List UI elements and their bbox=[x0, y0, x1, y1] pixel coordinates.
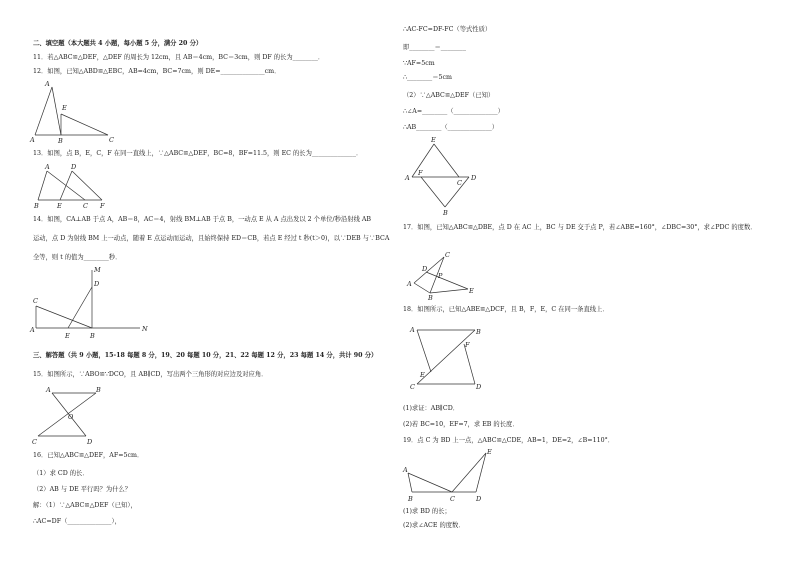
label-B: B bbox=[34, 202, 39, 210]
question-18-part1: (1)求证：AB∥CD． bbox=[403, 405, 460, 412]
label-E: E bbox=[469, 287, 474, 295]
label-A: A bbox=[45, 163, 50, 171]
label-A: A bbox=[30, 136, 35, 144]
right-line-3: ∵AF=5cm bbox=[403, 60, 435, 67]
question-14-line2: 运动，点 D 为射线 BM 上一动点，随着 E 点运动而运动，且始终保持 ED＝CB，若点 E 经过 t 秒(t＞0)，以∵DEB 与∵BCA bbox=[33, 235, 390, 242]
label-B: B bbox=[428, 294, 433, 302]
question-11: 11．若△ABC≌△DEF，△DEF 的周长为 12cm，且 AB＝4cm，BC＝3cm，则 DF 的长为________． bbox=[33, 54, 325, 61]
label-D: D bbox=[422, 265, 428, 273]
question-14-line1: 14．如图，CA⊥AB 于点 A，AB＝8，AC＝4，射线 BM⊥AB 于点 B，一动点 E 从 A 点出发以 2 个单位/秒沿射线 AB bbox=[33, 216, 372, 223]
label-B: B bbox=[443, 209, 448, 217]
label-D: D bbox=[476, 495, 482, 503]
figure-q19 bbox=[400, 445, 500, 510]
label-B: B bbox=[476, 328, 481, 336]
figure-q13 bbox=[30, 160, 120, 210]
right-line-1: ∴AC-FC=DF-FC（等式性质） bbox=[403, 26, 492, 33]
label-C: C bbox=[410, 383, 415, 391]
figure-q16 bbox=[402, 135, 492, 220]
label-A: A bbox=[410, 326, 415, 334]
question-16-part2: （2）AB 与 DE 平行吗？为什么？ bbox=[33, 486, 132, 493]
label-C: C bbox=[457, 179, 462, 187]
label-F: F bbox=[465, 341, 470, 349]
label-C: C bbox=[83, 202, 88, 210]
figure-q12 bbox=[30, 78, 120, 148]
label-A-top: A bbox=[45, 80, 50, 88]
question-16-solution-2: ∴AC=DF（______________）， bbox=[33, 518, 121, 525]
section-3-title: 三、解答题（共 9 小题，15-18 每题 8 分，19、20 每题 10 分，21、22 每题 12 分，23 每题 14 分，共计 90 分） bbox=[33, 352, 378, 359]
label-C: C bbox=[33, 297, 38, 305]
label-E: E bbox=[420, 371, 425, 379]
label-A: A bbox=[403, 466, 408, 474]
question-17: 17．如图，已知△ABC≌△DBE，点 D 在 AC 上，BC 与 DE 交于点 P，若∠ABE=160°，∠DBC=30°，求∠PDC 的度数． bbox=[403, 224, 757, 231]
label-A: A bbox=[407, 280, 412, 288]
right-line-6: ∴∠A=________（______________） bbox=[403, 108, 504, 115]
label-O: O bbox=[68, 413, 74, 421]
question-14-line3: 全等，则 t 的值为________秒． bbox=[33, 254, 122, 261]
question-16-solution-1: 解：（1）∵△ABC≌△DEF（已知）， bbox=[33, 502, 137, 509]
question-15: 15．如图所示，∵ABO≌∵DCO，且 AB∥CD，写出两个三角形的对应边及对应角． bbox=[33, 371, 268, 378]
label-D: D bbox=[71, 163, 77, 171]
right-line-4: ∴________＝5cm bbox=[403, 74, 452, 81]
label-E: E bbox=[431, 136, 436, 144]
right-line-7: ∴AB________（______________） bbox=[403, 124, 499, 131]
label-F: F bbox=[418, 169, 423, 177]
figure-q18 bbox=[402, 320, 492, 395]
label-E: E bbox=[65, 332, 70, 340]
label-E: E bbox=[57, 202, 62, 210]
label-P: P bbox=[438, 272, 443, 280]
label-A: A bbox=[30, 326, 35, 334]
right-line-2: 即________＝________ bbox=[403, 44, 466, 51]
label-N: N bbox=[142, 325, 148, 333]
label-A: A bbox=[46, 386, 51, 394]
label-E: E bbox=[62, 104, 67, 112]
question-19-part2: (2)求∠ACE 的度数． bbox=[403, 522, 465, 529]
label-C: C bbox=[32, 438, 37, 446]
question-18-part2: (2)若 BC=10，EF=7，求 EB 的长度． bbox=[403, 421, 519, 428]
label-B: B bbox=[58, 137, 63, 145]
label-C: C bbox=[450, 495, 455, 503]
figure-q14 bbox=[30, 264, 160, 344]
label-M: M bbox=[94, 266, 101, 274]
question-19: 19．点 C 为 BD 上一点，△ABC≌△CDE，AB=1，DE=2，∠B=110°． bbox=[403, 437, 615, 444]
question-13: 13．如图，点 B，E，C，F 在同一直线上，∵△ABC≌△DEF，BC=8，BF=11.5，则 EC 的长为______________． bbox=[33, 150, 363, 157]
label-C: C bbox=[445, 251, 450, 259]
question-19-part1: (1)求 BD 的长； bbox=[403, 508, 451, 515]
question-12: 12．如图，已知△ABD≌△EBC，AB=4cm，BC=7cm，则 DE=______________cm． bbox=[33, 68, 281, 75]
label-B: B bbox=[90, 332, 95, 340]
label-D: D bbox=[476, 383, 482, 391]
question-16: 16．已知△ABC≌△DEF，AF=5cm． bbox=[33, 452, 144, 459]
section-2-title: 二、填空题（本大题共 4 小题，每小题 5 分，满分 20 分） bbox=[33, 40, 203, 47]
label-B: B bbox=[96, 386, 101, 394]
label-B: B bbox=[408, 495, 413, 503]
question-18: 18．如图所示，已知△ABE≌△DCF，且 B，F，E，C 在同一条直线上． bbox=[403, 306, 609, 313]
figure-q17 bbox=[402, 248, 482, 300]
label-D: D bbox=[94, 280, 100, 288]
label-D: D bbox=[471, 174, 477, 182]
label-A: A bbox=[405, 174, 410, 182]
label-E: E bbox=[487, 448, 492, 456]
label-C: C bbox=[109, 136, 114, 144]
figure-q15 bbox=[30, 382, 110, 452]
label-F: F bbox=[100, 202, 105, 210]
right-line-5: （2）∵△ABC≌△DEF（已知） bbox=[403, 92, 495, 99]
question-16-part1: （1）求 CD 的长． bbox=[33, 470, 89, 477]
label-D: D bbox=[87, 438, 93, 446]
